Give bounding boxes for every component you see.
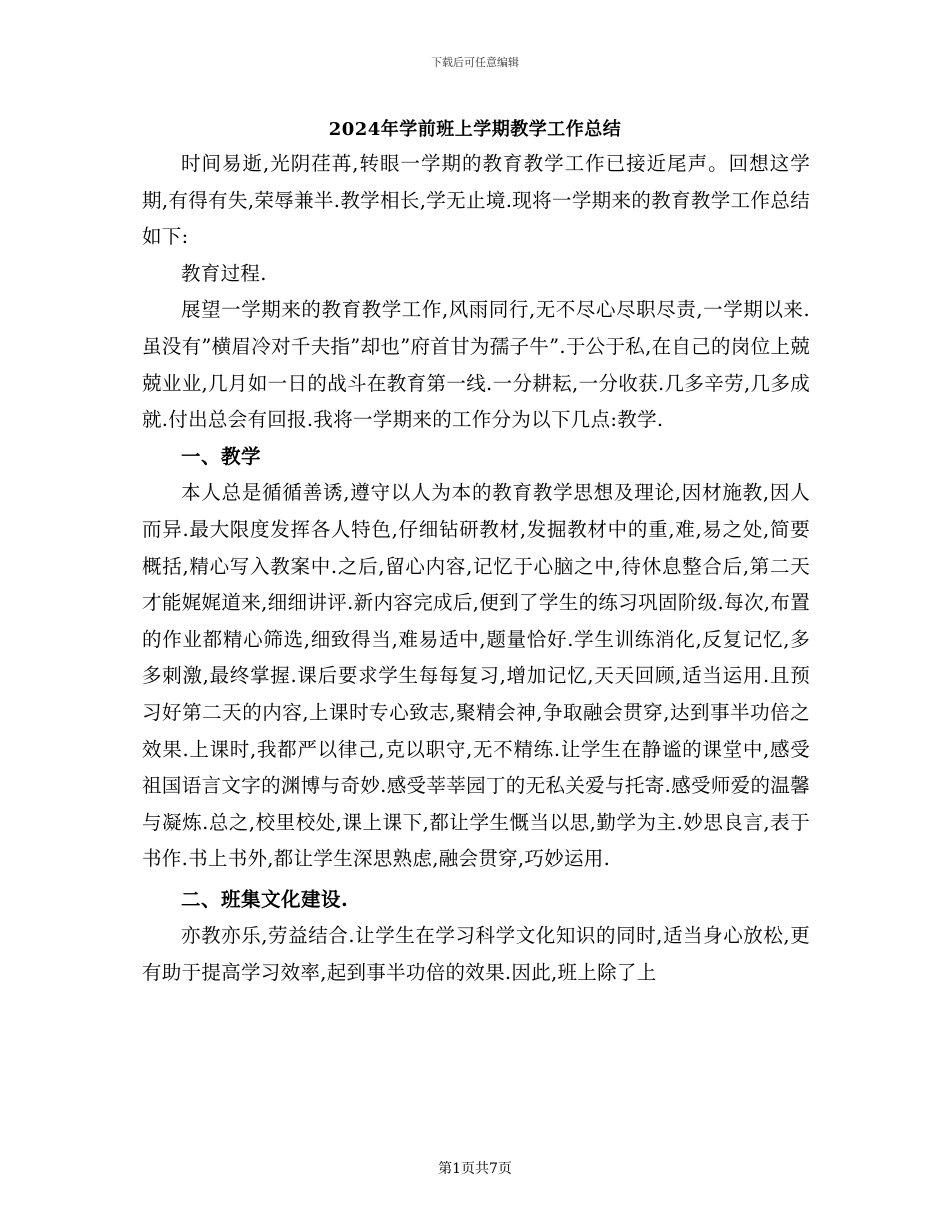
- process-heading: 教育过程.: [181, 261, 267, 285]
- document-title: 2024年学前班上学期教学工作总结: [328, 119, 622, 140]
- page-header-note: 下载后可任意编辑: [431, 56, 519, 69]
- intro-paragraph: 时间易逝,光阴荏苒,转眼一学期的教育教学工作已接近尾声。回想这学期,有得有失,荣辱兼半.教学相长,学无止境.现将一学期来的教育教学工作总结如下:: [142, 152, 810, 249]
- document-body: [142, 146, 810, 992]
- section2-paragraph: 亦教亦乐,劳益结合.让学生在学习科学文化知识的同时,适当身心放松,更有助于提高学习效率,起到事半功倍的效果.因此,班上除了上: [142, 924, 810, 985]
- section2-heading: 二、班集文化建设.: [181, 887, 349, 911]
- section1-paragraph: 本人总是循循善诱,遵守以人为本的教育教学思想及理论,因材施教,因人而异.最大限度发挥各人特色,仔细钻研教材,发掘教材中的重,难,易之处,简要概括,精心写入教案中.之后,留心内容,记忆于心脑之中,待休息整合后,第二天才能娓娓道来,细细讲评.新内容完成后,便到了学生的练习巩固阶级.每次,布置的作业都精心筛选,细致得当,难易适中,题量恰好.学生训练消化,反复记忆,多多刺激,最终掌握.课后要求学生每每复习,增加记忆,天天回顾,适当运用.且预习好第二天的内容,上课时专心致志,聚精会神,争取融会贯穿,达到事半功倍之效果.上课时,我都严以律己,克以职守,无不精练.让学生在静谧的课堂中,感受祖国语言文字的渊博与奇妙.感受莘莘园丁的无私关爱与托寄.感受师爱的温馨与凝炼.总之,校里校处,课上课下,都让学生慨当以思,勤学为主.妙思良言,表于书作.书上书外,都让学生深思熟虑,融会贯穿,巧妙运用.: [142, 481, 810, 871]
- page-footer-number: 第1页共7页: [438, 1161, 512, 1177]
- process-paragraph: 展望一学期来的教育教学工作,风雨同行,无不尽心尽职尽责,一学期以来.虽没有”横眉冷对千夫指”却也”府首甘为孺子牛”.于公于私,在自己的岗位上兢兢业业,几月如一日的战斗在教育第一线.一分耕耘,一分收获.几多辛劳,几多成就.付出总会有回报.我将一学期来的工作分为以下几点:教学.: [142, 298, 810, 432]
- section1-heading: 一、教学: [181, 444, 262, 468]
